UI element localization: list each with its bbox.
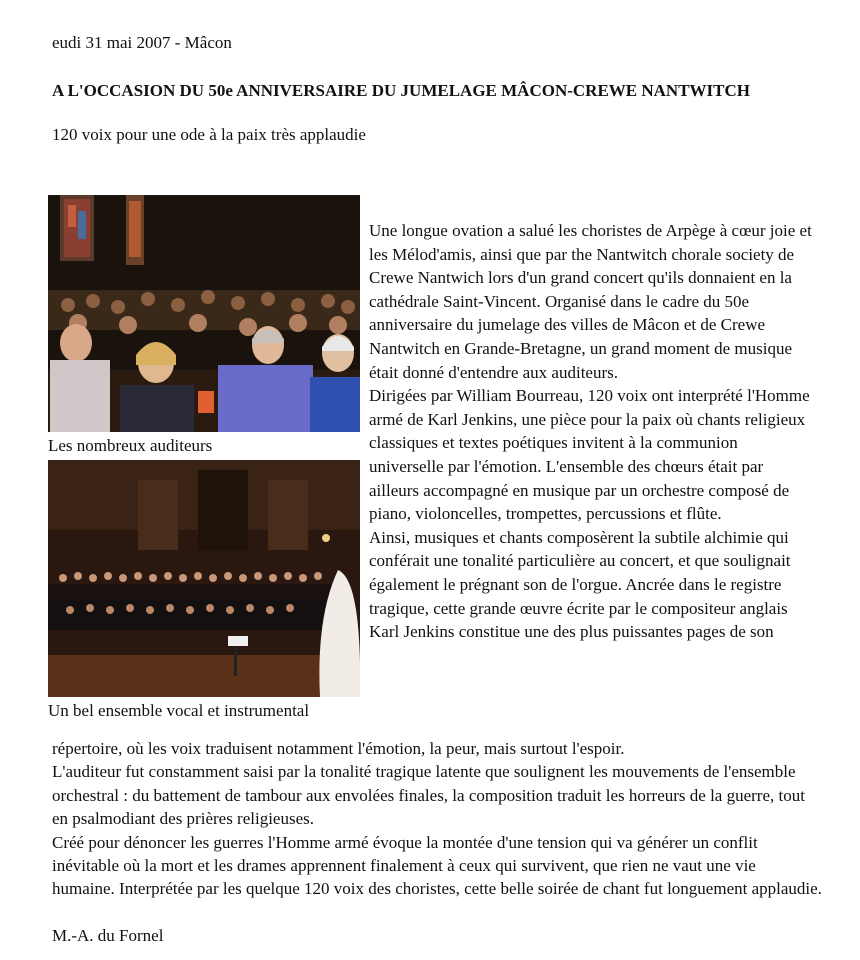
paragraph: Dirigées par William Bourreau, 120 voix ont interprété l'Homme armé de Karl Jenkins, une pièce pour la paix où chants religieux classiques et textes poétiques invitent à la communion universelle par l'émotion. L'ensemble des chœurs était par ailleurs accompagné en musique par un orchestre composé de piano, violoncelles, trompettes, percussions et flûte.	[369, 386, 810, 524]
subheadline: 120 voix pour une ode à la paix très applaudie	[52, 125, 366, 144]
headline: A L'OCCASION DU 50e ANNIVERSAIRE DU JUMELAGE MÂCON-CREWE NANTWITCH	[52, 81, 750, 100]
photo-caption: Un bel ensemble vocal et instrumental	[48, 701, 310, 720]
article-column	[369, 219, 814, 644]
author-signature: M.-A. du Fornel	[52, 926, 164, 945]
choir-orchestra-photo	[48, 460, 360, 697]
paragraph: Ainsi, musiques et chants composèrent la subtile alchimie qui conférait une tonalité particulière au concert, et que soulignait également le prégnant son de l'orgue. Ancrée dans le registre tragique, cette grande œuvre écrite par le compositeur anglais Karl Jenkins constitue une des plus puissantes pages de son	[369, 527, 791, 642]
paragraph: Une longue ovation a salué les choristes de Arpège à cœur joie et les Mélod'amis, ainsi que par the Nantwitch chorale society de Crewe Nantwich lors d'un grand concert qu'ils donnaient en la cathédrale Saint-Vincent. Organisé dans le cadre du 50e anniversaire du jumelage des villes de Mâcon et de Crewe Nantwitch en Grande-Bretagne, un grand moment de musique était donné d'entendre aux auditeurs.	[369, 221, 812, 382]
photo-caption: Les nombreux auditeurs	[48, 436, 213, 455]
paragraph: Créé pour dénoncer les guerres l'Homme armé évoque la montée d'une tension qui va générer un conflit inévitable où la mort et les drames apprennent finalement à ceux qui survivent, que rien ne vaut une vie humaine. Interprétée par les quelque 120 voix des choristes, cette belle soirée de chant fut longuement applaudie.	[52, 832, 822, 899]
dateline: eudi 31 mai 2007 - Mâcon	[52, 33, 232, 52]
paragraph: L'auditeur fut constamment saisi par la tonalité tragique latente que soulignent les mouvements de l'ensemble orchestral : du battement de tambour aux envolées finales, la composition traduit les horreurs de la guerre, tout en psalmodiant des prières religieuses.	[52, 762, 805, 829]
article-body	[52, 737, 822, 901]
audience-photo	[48, 195, 360, 432]
paragraph: répertoire, où les voix traduisent notamment l'émotion, la peur, mais surtout l'espoir.	[52, 739, 625, 758]
